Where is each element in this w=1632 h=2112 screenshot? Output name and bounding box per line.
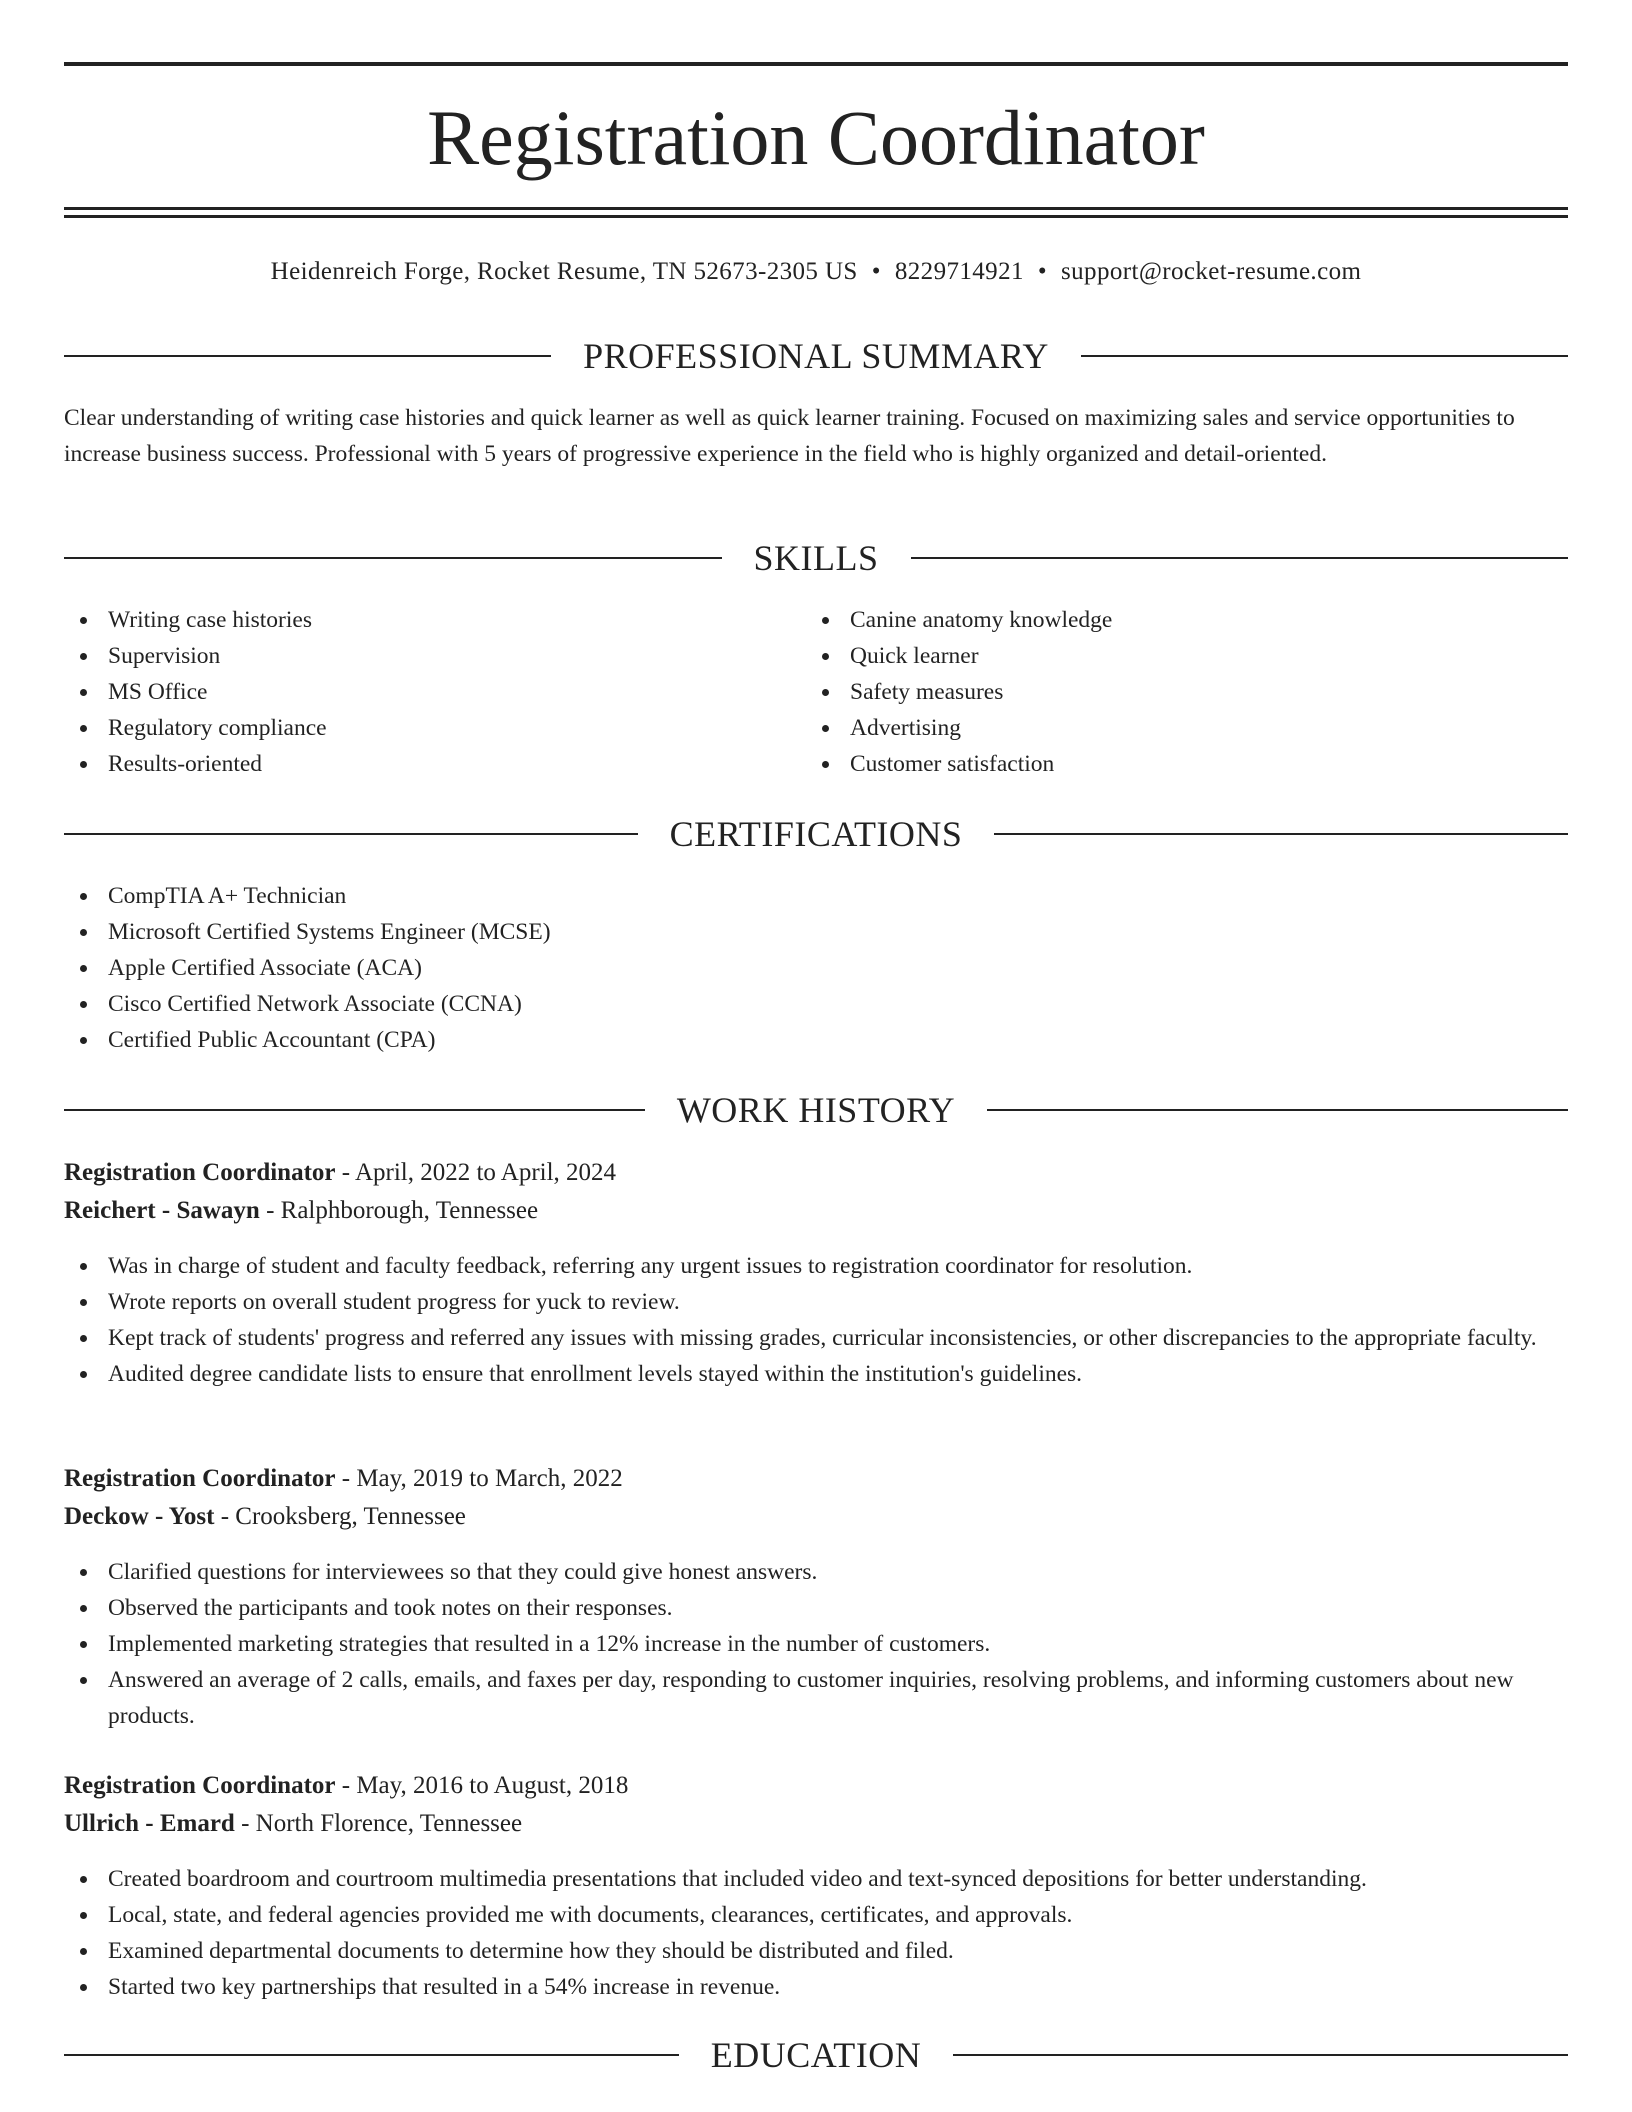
heading-rule-right bbox=[994, 833, 1568, 835]
contact-line bbox=[64, 254, 1568, 290]
certifications-title: CERTIFICATIONS bbox=[669, 814, 963, 854]
job-dates: - May, 2019 to March, 2022 bbox=[335, 1465, 623, 1492]
skill-item: Canine anatomy knowledge bbox=[806, 602, 1506, 638]
job-company-line bbox=[64, 1192, 1568, 1230]
skill-item: Customer satisfaction bbox=[806, 746, 1506, 782]
job-bullet: Local, state, and federal agencies provided me with documents, clearances, certificates, and approvals. bbox=[64, 1897, 1568, 1933]
job-dates: - April, 2022 to April, 2024 bbox=[335, 1159, 617, 1186]
job-bullets bbox=[64, 1248, 1568, 1392]
job-bullet: Wrote reports on overall student progress for yuck to review. bbox=[64, 1284, 1568, 1320]
header-rule-lower bbox=[64, 215, 1568, 218]
contact-phone: 8229714921 bbox=[894, 258, 1024, 285]
summary-text: Clear understanding of writing case histories and quick learner as well as quick learner training. Focused on maximizing sales and service opportunities to increase business success. Professional with 5 years of progressive experience in the field who is highly organized and detail-oriented. bbox=[64, 405, 1515, 467]
certification-item: CompTIA A+ Technician bbox=[64, 878, 1568, 914]
heading-rule-left bbox=[64, 833, 638, 835]
job-bullet: Audited degree candidate lists to ensure that enrollment levels stayed within the institution's guidelines. bbox=[64, 1356, 1568, 1392]
skill-item: Advertising bbox=[806, 710, 1506, 746]
job-bullet: Clarified questions for interviewees so that they could give honest answers. bbox=[64, 1554, 1568, 1590]
job-bullet: Created boardroom and courtroom multimedia presentations that included video and text-synced depositions for better understanding. bbox=[64, 1861, 1568, 1897]
job-role: Registration Coordinator bbox=[64, 1772, 336, 1799]
job-bullet: Implemented marketing strategies that resulted in a 12% increase in the number of customers. bbox=[64, 1626, 1568, 1662]
skill-item: Regulatory compliance bbox=[64, 710, 764, 746]
certification-item: Apple Certified Associate (ACA) bbox=[64, 950, 1568, 986]
heading-rule-left bbox=[64, 1109, 645, 1111]
heading-rule-right bbox=[953, 2054, 1568, 2056]
candidate-name: Registration Coordinator bbox=[427, 94, 1205, 181]
job-bullet: Answered an average of 2 calls, emails, and faxes per day, responding to customer inquiries, resolving problems, and informing customers about new products. bbox=[64, 1662, 1568, 1734]
contact-email: support@rocket-resume.com bbox=[1061, 258, 1362, 285]
job-bullet: Started two key partnerships that resulted in a 54% increase in revenue. bbox=[64, 1969, 1568, 2005]
skills-list-left bbox=[64, 602, 764, 782]
job-location: - Crooksberg, Tennessee bbox=[214, 1503, 466, 1530]
job-role-line bbox=[64, 1767, 1568, 1805]
job-bullet: Kept track of students' progress and referred any issues with missing grades, curricular inconsistencies, or other discrepancies to the appropriate faculty. bbox=[64, 1320, 1568, 1356]
job-role: Registration Coordinator bbox=[64, 1465, 336, 1492]
job-bullet: Was in charge of student and faculty feedback, referring any urgent issues to registration coordinator for resolution. bbox=[64, 1248, 1568, 1284]
certifications-heading bbox=[64, 812, 1568, 856]
skills-list-right bbox=[806, 602, 1506, 782]
summary-heading bbox=[64, 334, 1568, 378]
job-company: Ullrich - Emard bbox=[64, 1810, 235, 1837]
header-rule-upper bbox=[64, 207, 1568, 210]
job-role: Registration Coordinator bbox=[64, 1159, 336, 1186]
job-company: Deckow - Yost bbox=[64, 1503, 215, 1530]
skill-item: Results-oriented bbox=[64, 746, 764, 782]
job-location: - North Florence, Tennessee bbox=[234, 1810, 523, 1837]
job-company-line bbox=[64, 1805, 1568, 1843]
skills-heading bbox=[64, 536, 1568, 580]
job-role-line bbox=[64, 1154, 1568, 1192]
heading-rule-left bbox=[64, 2054, 679, 2056]
skill-item: Safety measures bbox=[806, 674, 1506, 710]
job-company: Reichert - Sawayn bbox=[64, 1197, 260, 1224]
work-heading bbox=[64, 1088, 1568, 1132]
education-heading bbox=[64, 2033, 1568, 2077]
job-bullets bbox=[64, 1554, 1568, 1734]
contact-address: Heidenreich Forge, Rocket Resume, TN 52673-2305 US bbox=[270, 258, 858, 285]
heading-rule-right bbox=[1081, 355, 1568, 357]
skill-item: Supervision bbox=[64, 638, 764, 674]
job-location: - Ralphborough, Tennessee bbox=[259, 1197, 539, 1224]
certification-item: Microsoft Certified Systems Engineer (MCSE) bbox=[64, 914, 1568, 950]
heading-rule-left bbox=[64, 355, 551, 357]
contact-separator: • bbox=[1037, 258, 1048, 285]
job-dates: - May, 2016 to August, 2018 bbox=[335, 1772, 629, 1799]
skill-item: Quick learner bbox=[806, 638, 1506, 674]
job-bullets bbox=[64, 1861, 1568, 2005]
top-rule bbox=[64, 62, 1568, 66]
education-title: EDUCATION bbox=[710, 2035, 922, 2075]
job-bullet: Examined departmental documents to determine how they should be distributed and filed. bbox=[64, 1933, 1568, 1969]
heading-rule-right bbox=[987, 1109, 1568, 1111]
heading-rule-right bbox=[911, 557, 1569, 559]
skill-item: Writing case histories bbox=[64, 602, 764, 638]
work-title: WORK HISTORY bbox=[676, 1090, 956, 1130]
job-bullet: Observed the participants and took notes on their responses. bbox=[64, 1590, 1568, 1626]
certifications-list bbox=[64, 878, 1568, 1058]
certification-item: Cisco Certified Network Associate (CCNA) bbox=[64, 986, 1568, 1022]
heading-rule-left bbox=[64, 557, 722, 559]
skill-item: MS Office bbox=[64, 674, 764, 710]
certification-item: Certified Public Accountant (CPA) bbox=[64, 1022, 1568, 1058]
contact-separator: • bbox=[871, 258, 881, 285]
skills-title: SKILLS bbox=[753, 538, 879, 578]
job-company-line bbox=[64, 1498, 1568, 1536]
summary-title: PROFESSIONAL SUMMARY bbox=[583, 336, 1049, 376]
job-role-line bbox=[64, 1460, 1568, 1498]
